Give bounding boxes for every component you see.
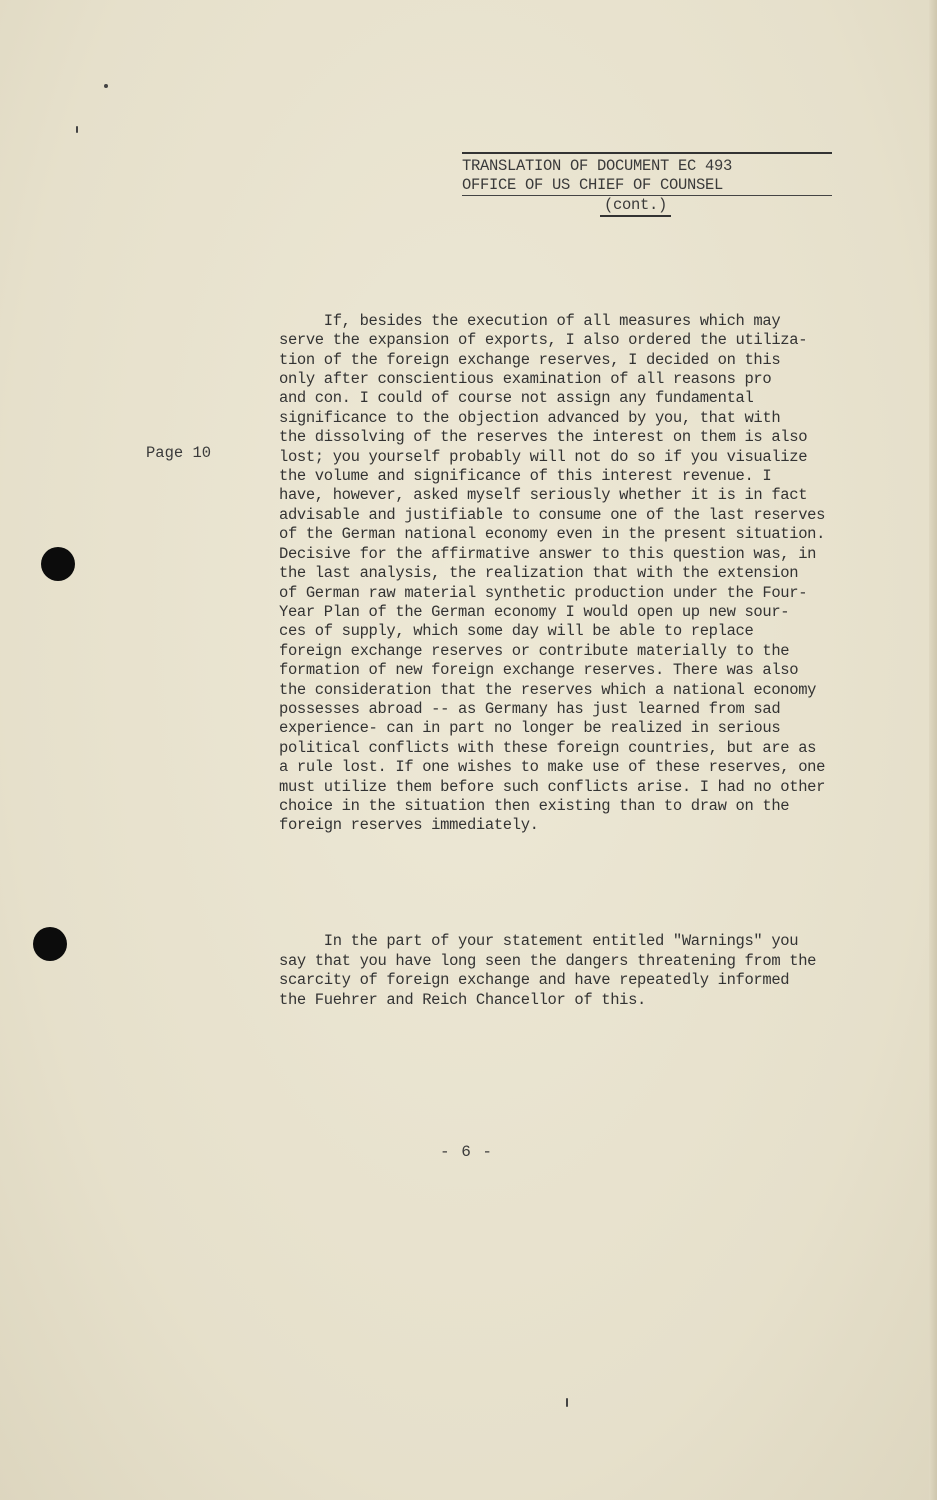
margin-page-reference: Page 10 bbox=[146, 444, 212, 462]
page-number: - 6 - bbox=[440, 1143, 494, 1161]
punch-hole-bottom bbox=[33, 927, 67, 961]
header-cont: (cont.) bbox=[600, 196, 671, 217]
paper-edge-shadow bbox=[929, 0, 937, 1500]
paragraph-1: If, besides the execution of all measures which may serve the expansion of exports, I also ordered the utiliza- tion of the foreign exchange reserves, I decided on this only after conscientious examination of all reasons pro and con. I could of course not assign any fundamental significance to the objection advanced by you, that with the dissolving of the reserves the interest on them is also lost; you yourself probably will not do so if you visualize the volume and significance of this interest revenue. I have, however, asked myself seriously whether it is in fact advisable and justifiable to consume one of the last reserves of the German national economy even in the present situation. Decisive for the affirmative answer to this question was, in the last analysis, the realization that with the extension of German raw material synthetic production under the Four- Year Plan of the German economy I would open up new sour- ces of supply, which some day will be able to replace foreign exchange reserves or contribute materially to the formation of new foreign exchange reserves. There was also the consideration that the reserves which a national economy possesses abroad -- as Germany has just learned from sad experience- can in part no longer be realized in serious political conflicts with these foreign countries, but are as a rule lost. If one wishes to make use of these reserves, one must utilize them before such conflicts arise. I had no other choice in the situation then existing than to draw on the foreign reserves immediately. bbox=[279, 311, 826, 835]
paragraph-2: In the part of your statement entitled "Warnings" you say that you have long seen the dangers threatening from the scarcity of foreign exchange and have repeatedly informed the Fuehrer and Reich Chancellor of this. bbox=[279, 932, 817, 1009]
paper-mark bbox=[76, 126, 78, 133]
document-header bbox=[462, 152, 832, 217]
punch-hole-top bbox=[41, 547, 75, 581]
paper-speck bbox=[104, 84, 108, 88]
header-office: OFFICE OF US CHIEF OF COUNSEL bbox=[462, 176, 832, 196]
body-text bbox=[279, 273, 879, 1049]
header-title: TRANSLATION OF DOCUMENT EC 493 bbox=[462, 152, 832, 176]
paper-mark bbox=[566, 1398, 568, 1407]
